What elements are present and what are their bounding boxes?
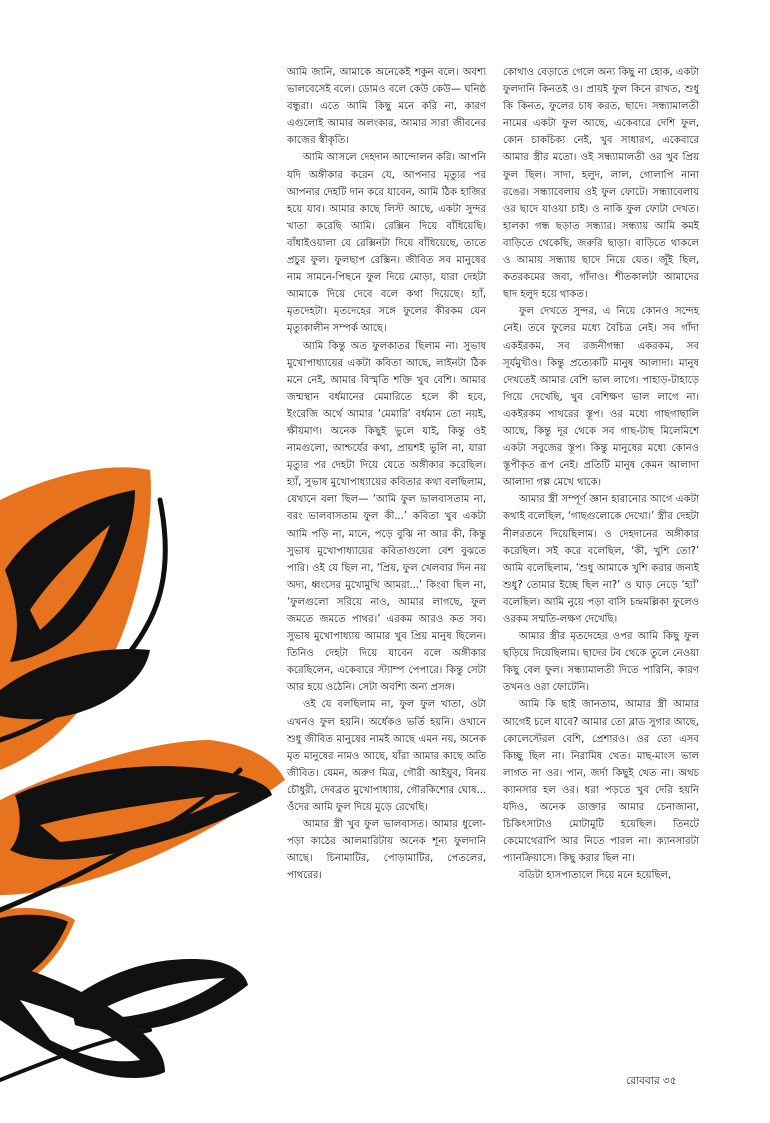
- paragraph: বডিটা হাসপাতালে দিয়ে মনে হয়েছিল,: [519, 870, 672, 882]
- paragraph: ফুল দেখতে সুন্দর, এ নিয়ে কোনও সন্দেহ নেই। তবে ফুলের মধ্যে বৈচিত্র নেই। সব গাঁদা একইরকম, সব রজনীগন্ধা একরকম, সব সূর্যমুখীও। কিন্তু প্রত্যেকটি মানুষ আলাদা। মানুষ দেখতেই আমার বেশি ভাল লাগে। পাহাড়-টাহাড়ে গিয়ে দেখেছি, খুব বেশিক্ষণ ভাল লাগে না। একইরকম পাথরের স্তূপ। ওর মধ্যে গাছগাছালি আছে, কিন্তু দূর থেকে সব গাছ-টাছ মিলেমিশে একটা সবুজের স্তূপ। কিন্তু মানুষের মধ্যে কোনও স্তূপীকৃত রূপ নেই। প্রতিটি মানুষ কেমন আলাদা আলাদা গল্প মেখে থাকে।: [503, 306, 699, 489]
- paragraph: আমার স্ত্রীর মৃতদেহের ওপর আমি কিছু ফুল ছড়িয়ে দিয়েছিলাম। ছাদের টব থেকে তুলে নেওয়া কিছু বেল ফুল। সন্ধ্যামালতী দিতে পারিনি, কারণ তখনও ওরা ফোটেনি।: [503, 631, 699, 694]
- paragraph: আমি কিন্তু অত ফুলকাতর ছিলাম না। সুভাষ মুখোপাধ্যায়ের একটা কবিতা আছে, লাইনটা ঠিক মনে নেই, আমার বিস্মৃতি শক্তি খুব বেশি। আমার জন্মস্থান বর্ধমানের মেমারিতে হলে কী হবে, ইংরেজি অর্থে আমার ‘মেমারি’ বর্ধমান তো নয়ই, ক্ষীয়মাণ। অনেক কিছুই ভুলে যাই, কিন্তু ওই নামগুলো, আশ্চর্যের কথা, প্রায়শই ভুলি না, যারা মৃত্যুর পর দেহটা দিয়ে যেতে অঙ্গীকার করেছিল। হ্যাঁ, সুভাষ মুখোপাধ্যায়ের কবিতার কথা বলছিলাম, যেখানে বলা ছিল— ‘আমি ফুল ভালবাসতাম না, বরং ভালবাসতাম ফুল কী...’ কবিতা খুব একটা আমি পড়ি না, মানে, পড়ে বুঝি না আর কী, কিন্তু সুভাষ মুখোপাধ্যায়ের কবিতাগুলো বেশ বুঝতে পারি। ওই যে ছিল না, ‘প্রিয়, ফুল খেলবার দিন নয় অদ্য, ধ্বংসের মুখোমুখি আমরা...’ কিংবা ছিল না, ‘ফুলগুলো সরিয়ে নাও, আমার লাগছে, ফুল জমতে জমতে পাথর।’ এরকম আরও কত সব। সুভাষ মুখোপাধ্যায় আমার খুব প্রিয় মানুষ ছিলেন। তিনিও দেহটা দিয়ে যাবেন বলে অঙ্গীকার করেছিলেন, একেবারে স্ট্যাম্প পেপারে। কিন্তু সেটা আর হয়ে ওঠেনি। সেটা অবশ্যি অন্য প্রসঙ্গ।: [287, 340, 486, 694]
- article-column-1: [287, 64, 486, 885]
- paragraph: আমি কি ছাই জানতাম, আমার স্ত্রী আমার আগেই চলে যাবে? আমার তো ব্লাড সুগার আছে, কোলেস্টেরল বেশি, প্রেশারও। ওর তো এসব কিচ্ছু ছিল না। নিরামিষ খেত। মাছ-মাংস ভাল লাগত না ওর। পান, জর্দা কিছুই খেত না। অথচ ক্যানসার হল ওর। ধরা পড়তে খুব দেরি হয়নি যদিও, অনেক ডাক্তার আমার চেনাজানা, চিকিৎসাটাও মোটামুটি হয়েছিল। তিনটে কেমোথেরাপি আর নিতে পারল না। ক্যানসারটা প্যানক্রিয়াসে। কিছু করার ছিল না।: [503, 699, 699, 865]
- paragraph: ওই যে বলছিলাম না, ফুল ফুল খাতা, ওটা এখনও ফুল হয়নি। অর্ধেকও ভর্তি হয়নি। ওখানে শুধু জীবিত মানুষের নামই আছে এমন নয়, অনেক মৃত মানুষের নামও আছে, যাঁরা আমার কাছে অতি জীবিত। যেমন, অরুণ মিত্র, গৌরী আইয়ুব, বিনয় চৌধুরী, দেবব্রত মুখোপাধ্যায়, গৌরকিশোর ঘোষ... ওঁদের আমি ফুল দিয়ে মুড়ে রেখেছি।: [287, 699, 486, 814]
- paragraph: আমার স্ত্রী সম্পূর্ণ জ্ঞান হারানোর আগে একটা কথাই বলেছিল, ‘গাছগুলোকে দেখো।’ স্ত্রীর দেহটা নীলরতনে দিয়েছিলাম। ও দেহদানের অঙ্গীকার করেছিল। সই করে বলেছিল, ‘কী, খুশি তো?’ আমি বলেছিলাম, ‘শুধু আমাকে খুশি করার জন্যই শুধু? তোমার ইচ্ছে ছিল না?’ ও ঘাড় নেড়ে ‘হ্যাঁ’ বলেছিল। আমি নুয়ে পড়া বাসি চন্দ্রমল্লিকা ফুলেও ওরকম সম্মতি-লক্ষণ দেখেছি।: [503, 494, 699, 625]
- paragraph: আমি আসলে দেহদান আন্দোলন করি। আপনি যদি অঙ্গীকার করেন যে, আপনার মৃত্যুর পর আপনার দেহটি দান করে যাবেন, আমি ঠিক হাজির হয়ে যাব। আমার কাছে লিস্ট আছে, একটা সুন্দর খাতা করেছি আমি। রেক্সিন দিয়ে বাঁধিয়েছি। বাঁধাইওয়ালা যে রেক্সিনটা দিয়ে বাঁধিয়েছে, তাতে প্রচুর ফুল। ফুলছাপ রেক্সিন। জীবিত সব মানুষের নাম সামনে-পিছনে ফুল দিয়ে মোড়া, যারা দেহটা আমাকে দিয়ে দেবে বলে কথা দিয়েছে। হ্যাঁ, মৃতদেহটা। মৃতদেহের সঙ্গে ফুলের কীরকম যেন মৃত্যুকালীন সম্পর্ক আছে।: [287, 152, 486, 335]
- leaf-branch-illustration: [0, 440, 300, 1123]
- paragraph: আমি জানি, আমাকে অনেকেই শকুন বলে। অবশ্য ভালবেসেই বলে। ডোমও বলে কেউ কেউ— ঘনিষ্ঠ বন্ধুরা। এতে আমি কিছু মনে করি না, কারণ এগুলোই আমার অলংকার, আমার সারা জীবনের কাজের স্বীকৃতি।: [287, 67, 486, 147]
- article-column-2: [503, 64, 699, 885]
- page-footer-magazine-page-number: রোববার ৩৫: [626, 1075, 677, 1087]
- paragraph: আমার স্ত্রী খুব ফুল ভালবাসত। আমার ধুলো-পড়া কাঠের আলমারিটায় অনেক শূন্য ফুলদানি আছে। চিনামাটির, পোড়ামাটির, পেতলের, পাথরের।: [287, 819, 486, 882]
- paragraph: কোথাও বেড়াতে গেলে অন্য কিছু না হোক, একটা ফুলদানি কিনতই ও। প্রায়ই ফুল কিনে রাখত, শুধু কি কিনত, ফুলের চাষ করত, ছাদে। সন্ধ্যামালতী নামের একটা ফুল আছে, একেবারে দেশি ফুল, কোন চাকচিক্য নেই, খুব সাধারণ, একেবারে আমার স্ত্রীর মতো। ওই সন্ধ্যামালতী ওর খুব প্রিয় ফুল ছিল। সাদা, হলুদ, লাল, গোলাপি নানা রঙের। সন্ধ্যাবেলায় ওই ফুল ফোটে। সন্ধ্যাবেলায় ওর ছাদে যাওয়া চাই। ও নাকি ফুল ফোটা দেখত। হালকা গন্ধ ছড়াত সন্ধ্যার। সন্ধ্যায় আমি কমই বাড়িতে থেকেছি, জরুরি ছাড়া। বাড়িতে থাকলে ও আমায় সন্ধ্যায় ছাদে নিয়ে যেত। জুঁই ছিল, কতরকমের জবা, গাঁদাও। শীতকালটা আমাদের ছাদ হলুদ হয়ে থাকত।: [503, 67, 699, 301]
